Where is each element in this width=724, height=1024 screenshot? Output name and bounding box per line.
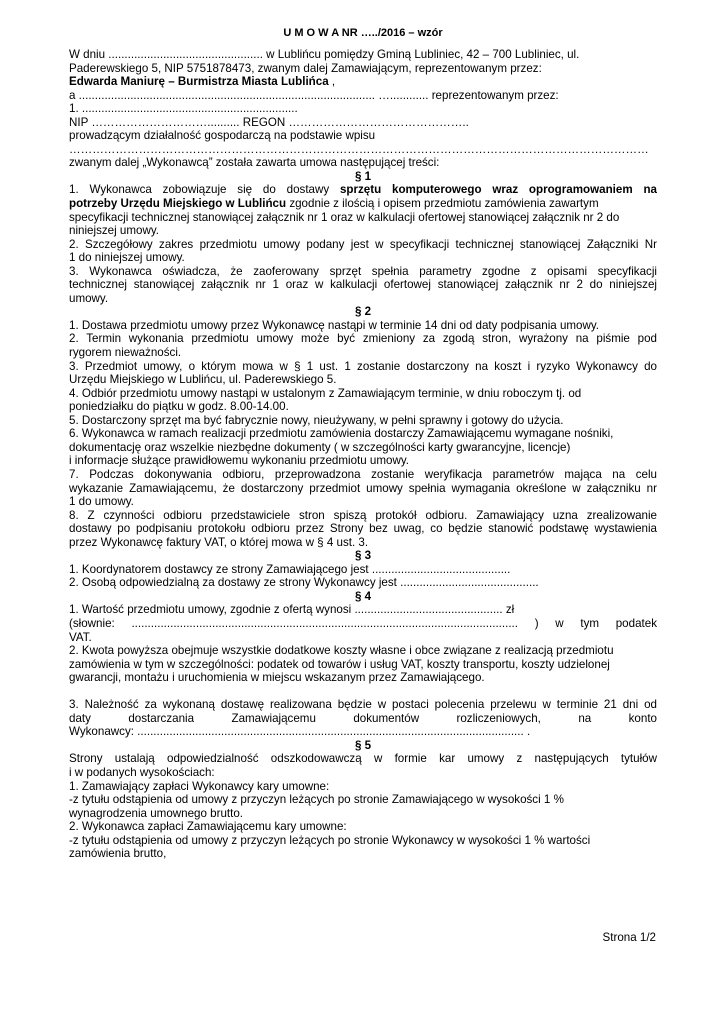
blank-line [69, 685, 657, 699]
paragraph-line: i w podanych wysokościach: [69, 765, 215, 779]
paragraph-line: 1. Wartość przedmiotu umowy, zgodnie z ofertą wynosi .............................................. zł [69, 603, 515, 617]
document-page [69, 26, 657, 861]
paragraph-line: Wykonawcy: ........................................................................................................................ . [69, 725, 531, 739]
paragraph-line: potrzeby Urzędu Miejskiego w Lublińcu zgodnie z ilością i opisem przedmiotu zamówienia zawartym [69, 197, 599, 211]
section-2-body [69, 319, 657, 549]
paragraph-line: 1. Koordynatorem dostawcy ze strony Zamawiającego jest ........................................... [69, 562, 511, 576]
paragraph-line: 5. Dostarczony sprzęt ma być fabrycznie nowy, nieużywany, w pełni sprawny i gotowy do użycia. [69, 413, 564, 427]
intro-line: NIP ………………………….......... REGON ……………………………………….. [69, 115, 469, 129]
paragraph-line: specyfikacji technicznej stanowiącej załącznik nr 1 oraz w kalkulacji ofertowej stanowiącej załącznik nr 2 do [69, 210, 620, 224]
paragraph-line: 4. Odbiór przedmiotu umowy nastąpi w ustalonym z Zamawiającym terminie, w dniu roboczym tj. od [69, 386, 582, 400]
paragraph-line: 2. Kwota powyższa obejmuje wszystkie dodatkowe koszty własne i obce związane z realizacją przedmiotu [69, 644, 614, 658]
section-heading-5: § 5 [354, 738, 372, 752]
paragraph-line: dostawy po podpisaniu protokołu odbioru przez Strony bez uwag, co będzie stanowić podstawę wystawienia [69, 522, 657, 536]
paragraph-line: VAT. [69, 630, 92, 644]
intro-line: Paderewskiego 5, NIP 5751878473, zwanym dalej Zamawiającym, reprezentowanym przez: [69, 61, 542, 75]
paragraph-line: przez Wykonawcę faktury VAT, o której mowa w § 4 ust. 3. [69, 535, 369, 549]
paragraph-line: 2. Wykonawca zapłaci Zamawiającemu kary umowne: [69, 820, 347, 834]
paragraph-line: 1 do umowy. [69, 495, 134, 509]
section-4-body [69, 603, 657, 738]
paragraph-line: technicznej stanowiącej załącznik nr 1 oraz w kalkulacji ofertowej stanowiącej załącznik nr 2 do niniejszej [69, 278, 657, 292]
paragraph-line: 1. Wykonawca zobowiązuje się do dostawy sprzętu komputerowego wraz oprogramowaniem na [69, 183, 657, 197]
paragraph-line: -z tytułu odstąpienia od umowy z przyczyn leżących po stronie Wykonawcy w wysokości 1 % wartości [69, 833, 591, 847]
paragraph-line: umowy. [69, 291, 109, 305]
paragraph-line: Strony ustalają odpowiedzialność odszkodowawczą w formie kar umowy z następujących tytułów [69, 752, 657, 766]
paragraph-line: niniejszej umowy. [69, 224, 159, 238]
paragraph-line: 7. Podczas dokonywania odbioru, przeprowadzona zostanie weryfikacja parametrów mająca na celu [69, 467, 657, 481]
paragraph-line: 3. Przedmiot umowy, o którym mowa w § 1 ust. 1 zostanie dostarczony na koszt i ryzyko Wykonawcy do [69, 359, 657, 373]
intro-line: a ............................................................................................ …............ reprezentowanym przez: [69, 88, 559, 102]
paragraph-line: (słownie: ........................................................................................................................ ) w tym podatek [69, 616, 657, 630]
page-number: Strona 1/2 [602, 931, 656, 944]
paragraph-line: wykazanie Zamawiającemu, że dostarczony przedmiot umowy spełnia wymagania określone w załączniku nr [69, 481, 657, 495]
paragraph-line: wynagrodzenia umownego brutto. [69, 806, 244, 820]
section-heading-4: § 4 [354, 589, 372, 603]
paragraph-line: 1. Zamawiający zapłaci Wykonawcy kary umowne: [69, 779, 330, 793]
paragraph-line: dokumentację oraz wszelkie niezbędne dokumenty ( w szczególności karty gwarancyjne, licencje) [69, 440, 571, 454]
paragraph-line: daty dostarczania Zamawiającemu dokumentów rozliczeniowych, na konto [69, 711, 657, 725]
paragraph-line: i informacje służące prawidłowemu wykonaniu przedmiotu umowy. [69, 454, 410, 468]
intro-line: W dniu ................................................ w Lublińcu pomiędzy Gminą Lubliniec, 42 – 700 Lubliniec, ul. [69, 48, 580, 61]
representative-name: Edwarda Maniurę – Burmistrza Miasta Lublińca [69, 75, 329, 89]
section-heading-1: § 1 [354, 169, 372, 183]
paragraph-line: 1. Dostawa przedmiotu umowy przez Wykonawcę nastąpi w terminie 14 dni od daty podpisania umowy. [69, 318, 600, 332]
paragraph-line: 8. Z czynności odbioru przedstawiciele stron spiszą protokół odbioru. Zamawiający uzna zrealizowanie [69, 508, 657, 522]
paragraph-line: -z tytułu odstąpienia od umowy z przyczyn leżących po stronie Zamawiającego w wysokości 1 % [69, 793, 564, 807]
section-5-body [69, 752, 657, 860]
paragraph-line: Urzędu Miejskiego w Lublińcu, ul. Paderewskiego 5. [69, 373, 337, 387]
paragraph-line: poniedziałku do piątku w godz. 8.00-14.00. [69, 400, 289, 414]
paragraph-line: gwarancji, montażu i uruchomienia w miejscu wskazanym przez Zamawiającego. [69, 671, 485, 685]
document-title: U M O W A NR …../2016 – wzór [283, 27, 443, 39]
paragraph-line: 1 do niniejszej umowy. [69, 251, 185, 265]
intro-line: 1. ................................................................... [69, 102, 298, 116]
paragraph-line: rygorem nieważności. [69, 346, 182, 360]
intro-line: prowadzącym działalność gospodarczą na podstawie wpisu [69, 129, 376, 143]
paragraph-line: 6. Wykonawca w ramach realizacji przedmiotu zamówienia dostarczy Zamawiającemu wymagane nośniki, [69, 427, 614, 441]
intro-line: …………………………………………………………………………………………………………………………………… [69, 142, 649, 156]
paragraph-line: 2. Osobą odpowiedzialną za dostawy ze strony Wykonawcy jest ........................................... [69, 576, 539, 590]
intro-line-representative: Edwarda Maniurę – Burmistrza Miasta Lublińca , [69, 75, 336, 89]
section-heading-2: § 2 [354, 305, 372, 319]
paragraph-line: 3. Wykonawca oświadcza, że zaoferowany sprzęt spełnia parametry zgodne z opisami specyfikacji [69, 264, 657, 278]
paragraph-line: zamówienia w tym w szczególności: podatek od towarów i usług VAT, koszty transportu, koszty udzielonej [69, 657, 610, 671]
paragraph-line: 2. Szczegółowy zakres przedmiotu umowy podany jest w specyfikacji technicznej stanowiącej Załączniki Nr [69, 237, 657, 251]
paragraph-line: zamówienia brutto, [69, 847, 167, 861]
paragraph-line: 3. Należność za wykonaną dostawę realizowana będzie w postaci polecenia przelewu w terminie 21 dni od [69, 698, 657, 712]
paragraph-line: 2. Termin wykonania przedmiotu umowy może być zmieniony za zgodą stron, wyrażony na piśmie pod [69, 332, 657, 346]
intro-line: zwanym dalej „Wykonawcą” została zawarta umowa następującej treści: [69, 156, 440, 170]
section-heading-3: § 3 [354, 549, 372, 563]
